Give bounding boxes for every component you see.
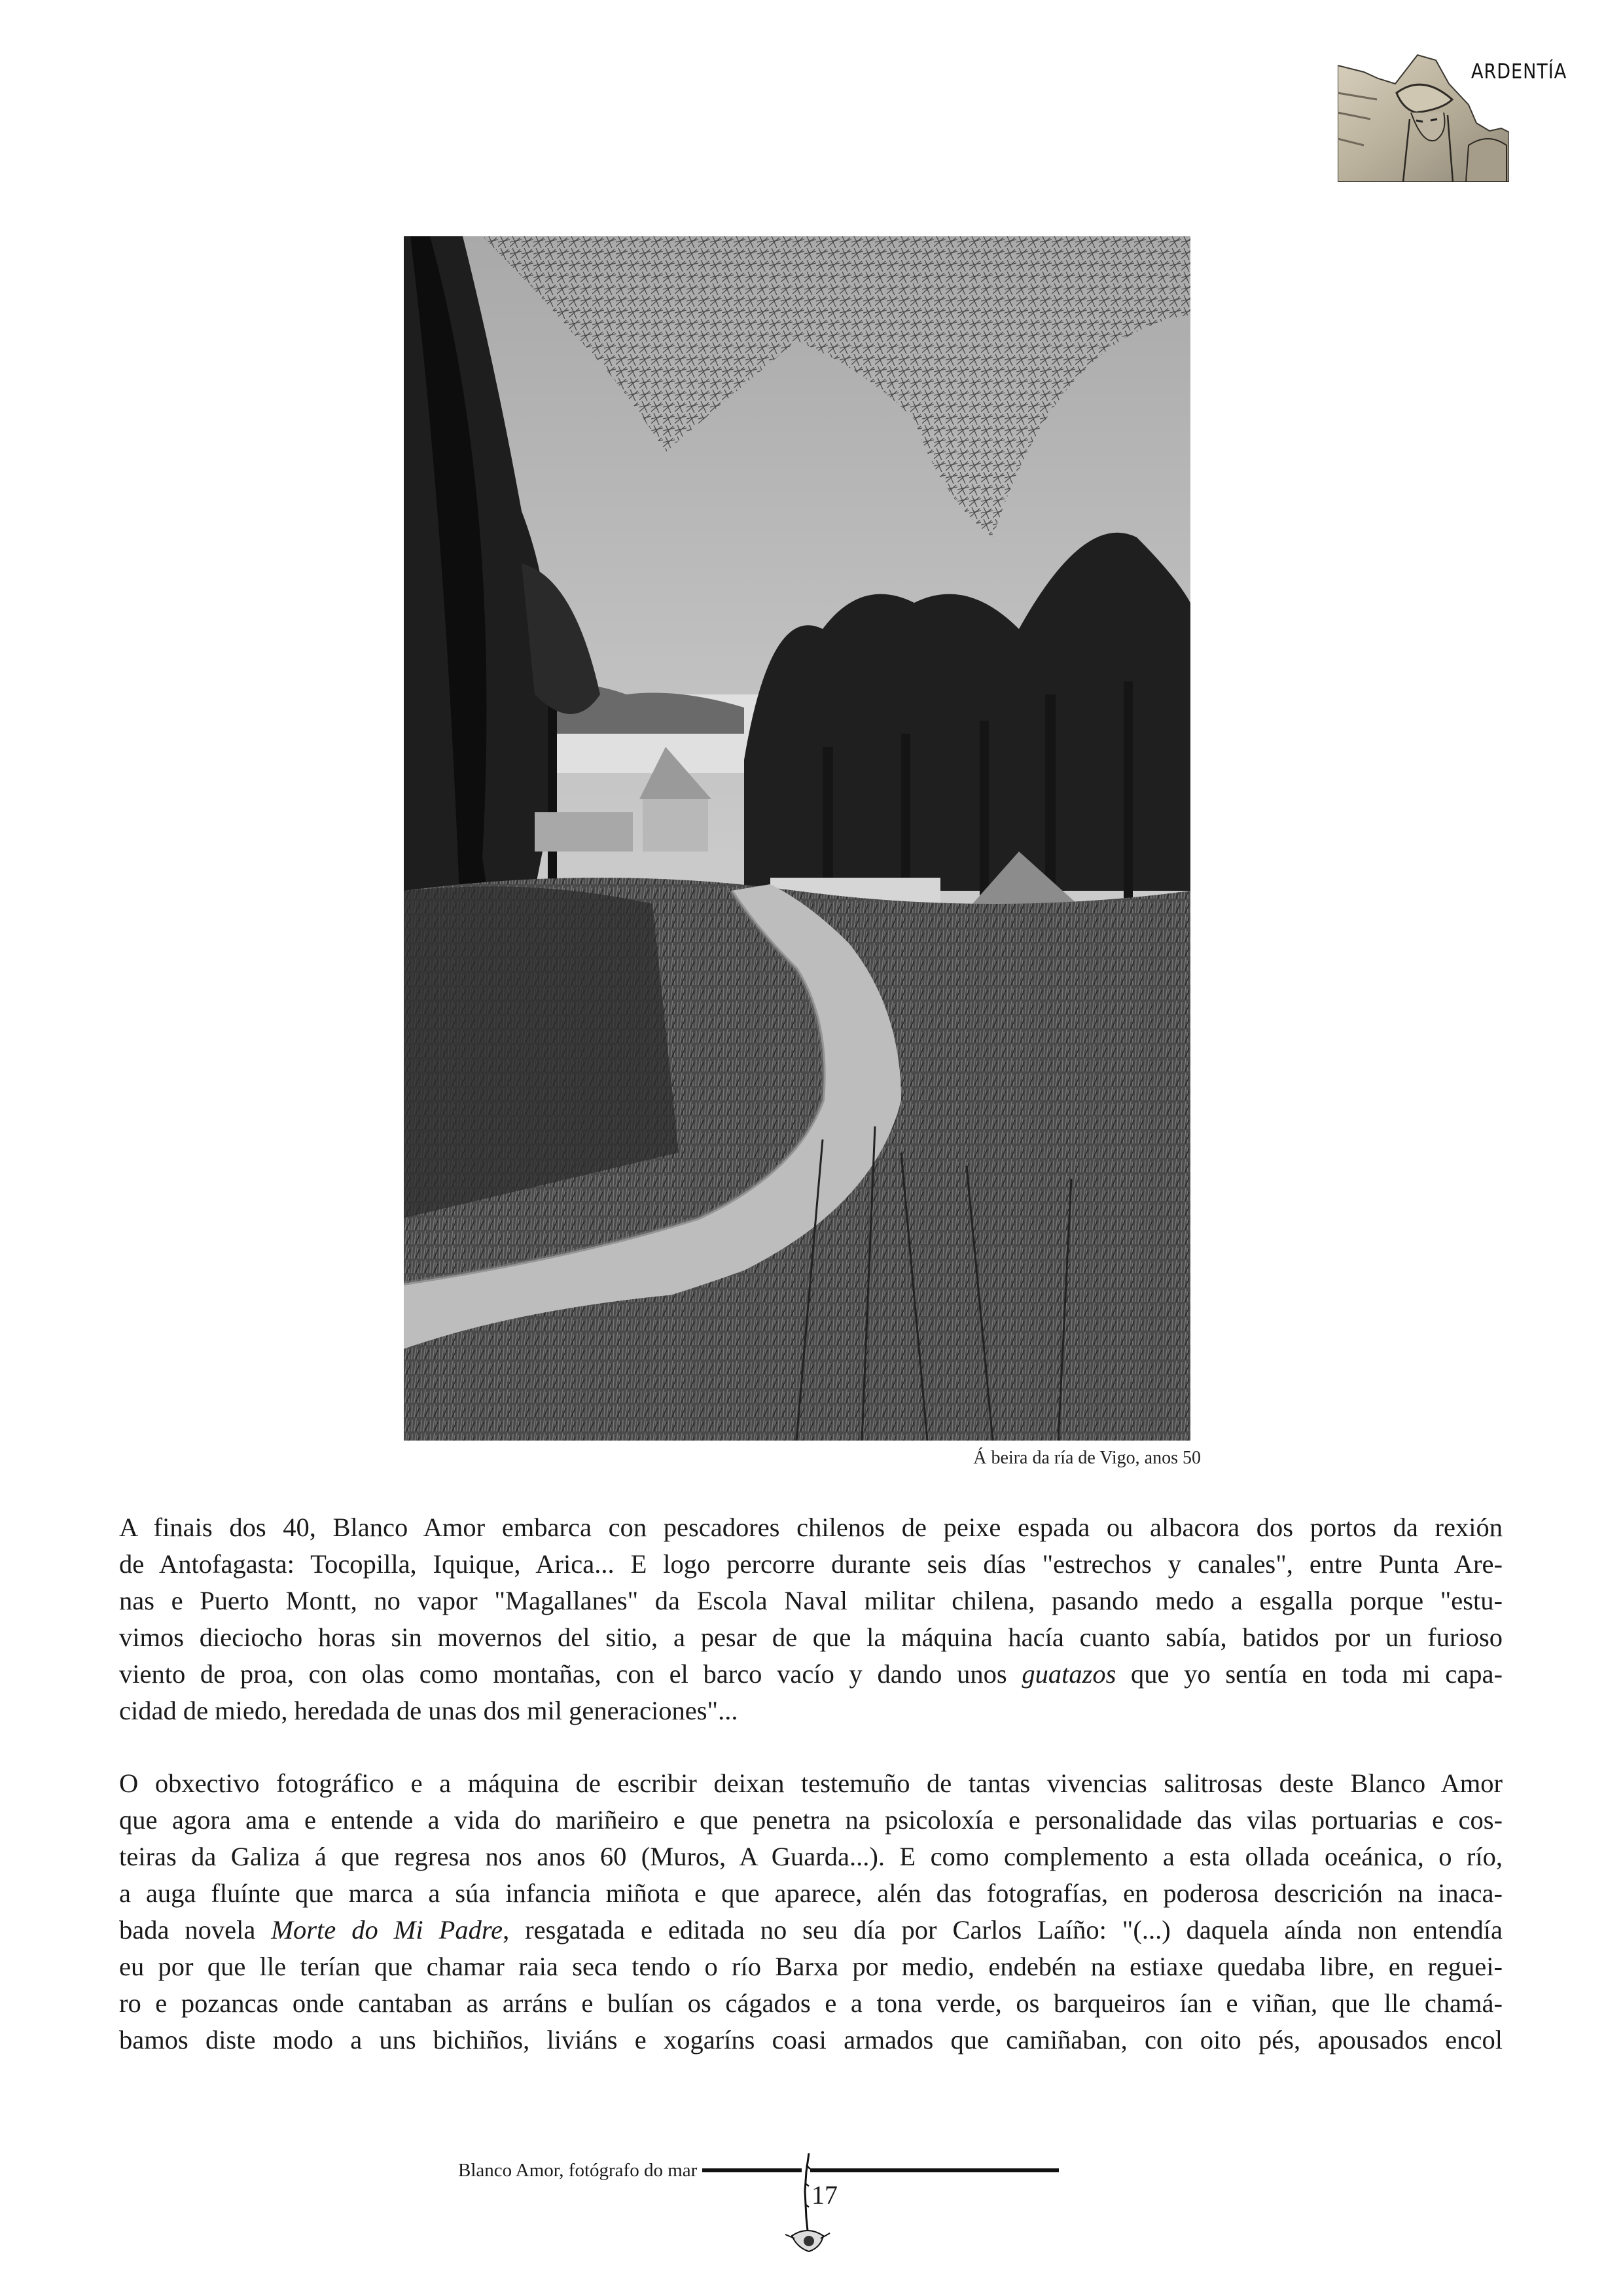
italic-term: guatazos (1022, 1659, 1116, 1689)
body-paragraph-2 (119, 1765, 1503, 2058)
book-title: Morte do Mi Padre (271, 1915, 503, 1945)
text-run: viento de proa, con olas como montañas, con el barco vacío y dando unos (119, 1659, 1022, 1689)
text-line: vimos dieciocho horas sin movernos del sitio, a pesar de que la máquina hacía cuanto sabía, batidos por un furioso (119, 1623, 1503, 1652)
text-line: ro e pozancas onde cantaban as arráns e bulían os cágados e a tona verde, os barqueiros ían e viñan, que lle chamá- (119, 1988, 1503, 2018)
text-line: nas e Puerto Montt, no vapor "Magallanes" da Escola Naval militar chilena, pasando medo a esgalla porque "estu- (119, 1586, 1503, 1615)
text-line: O obxectivo fotográfico e a máquina de escribir deixan testemuño de tantas vivencias salitrosas deste Blanco Amor (119, 1768, 1503, 1798)
text-line: teiras da Galiza á que regresa nos anos 60 (Muros, A Guarda...). E como complemento a esta ollada oceánica, o río, (119, 1842, 1503, 1871)
footer-rule-right (810, 2168, 1059, 2172)
magazine-logo-text: ARDENTÍA (1471, 60, 1567, 84)
text-line (119, 1656, 1503, 1693)
text-run: , resgatada e editada no seu día por Carlos Laíño: "(...) daquela aínda non entendía (503, 1915, 1503, 1945)
text-line (119, 1912, 1503, 1948)
coastal-path-photo (404, 236, 1190, 1441)
text-line: A finais dos 40, Blanco Amor embarca con pescadores chilenos de peixe espada ou albacora dos portos da rexión (119, 1513, 1503, 1542)
body-paragraph-1 (119, 1509, 1503, 1729)
text-line: cidad de miedo, heredada de unas dos mil generaciones"... (119, 1696, 738, 1725)
text-line: de Antofagasta: Tocopilla, Iquique, Arica... E logo percorre durante seis días "estrechos y canales", entre Punta Are- (119, 1549, 1503, 1579)
text-run: que yo sentía en toda mi capa- (1116, 1659, 1503, 1689)
magazine-logo (1338, 47, 1567, 182)
text-run: bada novela (119, 1915, 272, 1945)
running-title: Blanco Amor, fotógrafo do mar (458, 2160, 698, 2181)
text-line: que agora ama e entende a vida do mariñeiro e que penetra na psicoloxía e personalidade das vilas portuarias e cos- (119, 1805, 1503, 1835)
text-line: a auga fluínte que marca a súa infancia miñota e que aparece, alén das fotografías, en poderosa descrición na inaca- (119, 1878, 1503, 1908)
text-line: eu por que lle terían que chamar raia seca tendo o río Barxa por medio, endebén na estiaxe quedaba libre, en reguei- (119, 1952, 1503, 1981)
page-number: 17 (812, 2180, 838, 2210)
photo-caption: Á beira da ría de Vigo, anos 50 (973, 1448, 1201, 1468)
text-line: bamos diste modo a uns bichiños, liviáns e xogaríns coasi armados que camiñaban, con oito pés, apousados encol (119, 2025, 1503, 2054)
